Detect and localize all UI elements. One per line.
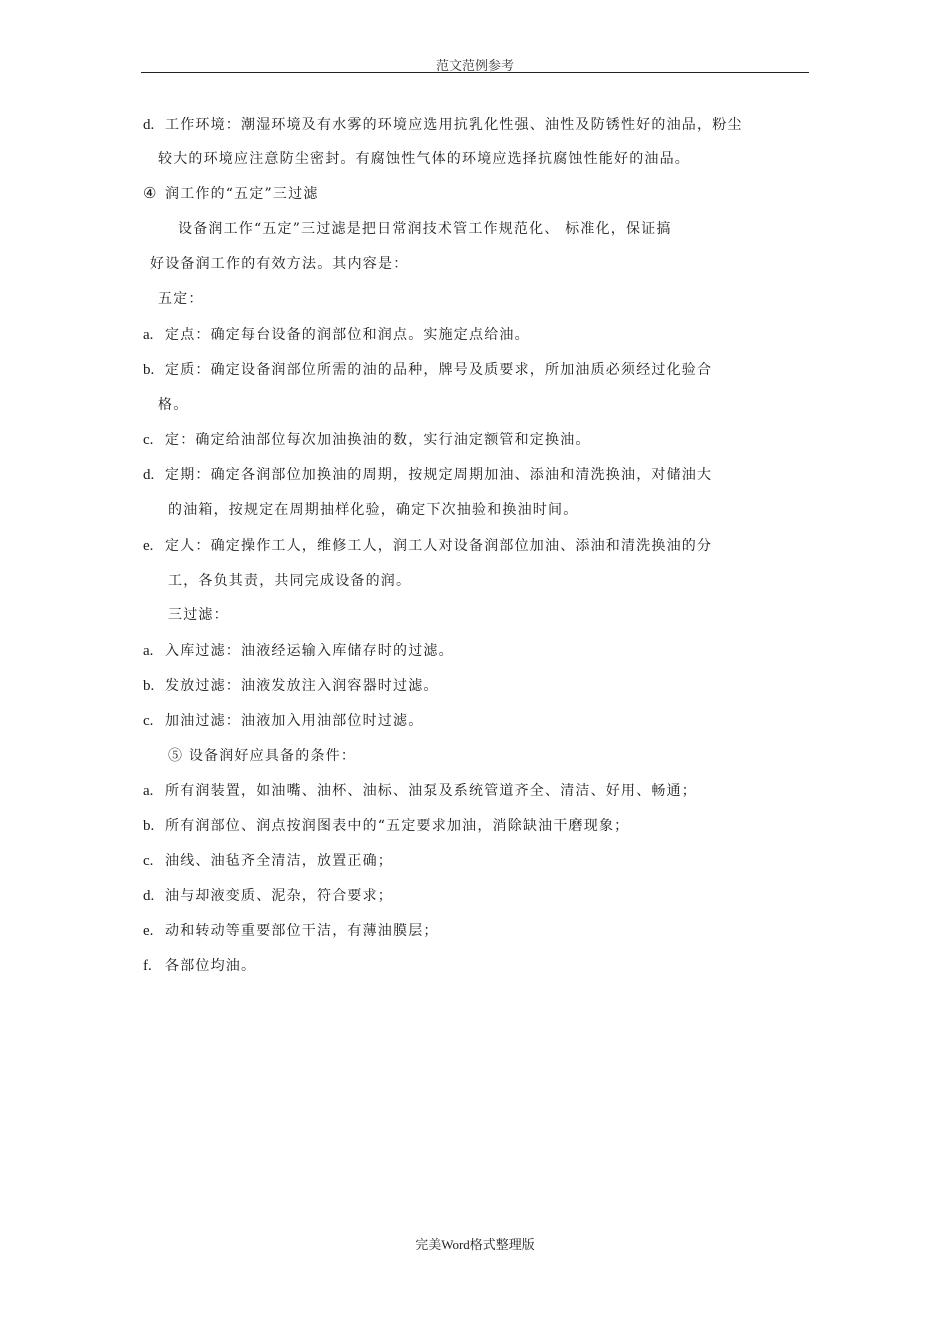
list-marker: d. [143, 117, 155, 133]
page-header: 范文范例参考 [435, 59, 514, 74]
line-text: 定点：确定每台设备的润部位和润点。实施定点给油。 [165, 327, 530, 343]
list-marker: b. [143, 362, 155, 378]
line-text: 好设备润工作的有效方法。其内容是： [150, 256, 409, 272]
line-text: 所有润装置，如油嘴、油杯、油标、油泵及系统管道齐全、清洁、好用、畅通； [165, 783, 697, 799]
text-line [158, 150, 690, 168]
line-text: 定期：确定各润部位加换油的周期，按规定周期加油、添油和清洗换油，对储油大 [165, 467, 713, 483]
list-marker: b. [143, 818, 155, 834]
list-marker: d. [143, 467, 155, 483]
text-line [143, 712, 423, 730]
line-text: 设备润工作“五定”三过滤是把日常润技术管工作规范化、 标准化，保证搞 [178, 221, 672, 237]
text-line [143, 782, 697, 800]
text-line [143, 361, 712, 379]
list-marker: c. [143, 432, 154, 448]
text-line [143, 431, 591, 449]
text-line [143, 922, 439, 940]
line-text: 工作环境：潮湿环境及有水雾的环境应选用抗乳化性强、油性及防锈性好的油品，粉尘 [165, 117, 743, 133]
line-text: 所有润部位、润点按润图表中的“五定要求加油，消除缺油干磨现象； [165, 818, 630, 834]
text-line [143, 116, 743, 134]
line-text: 油线、油毡齐全清洁，放置正确； [165, 853, 393, 869]
line-text: 发放过滤：油液发放注入润容器时过滤。 [165, 678, 439, 694]
page-footer: 完美Word格式整理版 [415, 1237, 535, 1252]
text-line [143, 642, 454, 660]
text-line [143, 677, 439, 695]
line-text: 三过滤： [168, 607, 229, 623]
line-text: 定：确定给油部位每次加油换油的数，实行油定额管和定换油。 [165, 432, 591, 448]
list-marker: e. [143, 923, 154, 939]
text-line [168, 501, 578, 519]
text-line [168, 747, 356, 765]
list-marker: d. [143, 888, 155, 904]
text-line [150, 255, 408, 273]
text-line [168, 606, 229, 624]
list-marker: c. [143, 853, 154, 869]
text-line [143, 852, 393, 870]
text-line [143, 957, 256, 975]
line-text: 各部位均油。 [165, 958, 257, 974]
list-marker: a. [143, 327, 154, 343]
text-line [158, 290, 204, 308]
list-marker: c. [143, 713, 154, 729]
line-text: 定人：确定操作工人，维修工人，润工人对设备润部位加油、添油和清洗换油的分 [165, 538, 713, 554]
line-text: 油与却液变质、泥杂，符合要求； [165, 888, 393, 904]
text-line [158, 396, 188, 414]
text-line [143, 887, 393, 905]
text-line [143, 326, 530, 344]
list-marker: a. [143, 783, 154, 799]
list-marker: ④ [143, 186, 157, 202]
list-marker: a. [143, 643, 154, 659]
list-marker: e. [143, 538, 154, 554]
line-text: 较大的环境应注意防尘密封。有腐蚀性气体的环境应选择抗腐蚀性能好的油品。 [158, 151, 690, 167]
text-line [168, 572, 411, 590]
line-text: 加油过滤：油液加入用油部位时过滤。 [165, 713, 424, 729]
text-line [143, 185, 319, 203]
line-text: 工，各负其责，共同完成设备的润。 [168, 573, 412, 589]
line-text: 定质：确定设备润部位所需的油的品种，牌号及质要求，所加油质必须经过化验合 [165, 362, 713, 378]
line-text: ⑤ 设备润好应具备的条件： [168, 748, 357, 764]
list-marker: f. [143, 958, 152, 974]
line-text: 入库过滤：油液经运输入库储存时的过滤。 [165, 643, 454, 659]
line-text: 格。 [158, 397, 189, 413]
text-line [178, 220, 672, 238]
line-text: 的油箱，按规定在周期抽样化验，确定下次抽验和换油时间。 [168, 502, 579, 518]
list-marker: b. [143, 678, 155, 694]
line-text: 五定： [158, 291, 204, 307]
line-text: 润工作的“五定”三过滤 [165, 186, 319, 202]
text-line [143, 817, 629, 835]
text-line [143, 466, 712, 484]
header-divider [141, 72, 809, 73]
line-text: 动和转动等重要部位干洁，有薄油膜层； [165, 923, 439, 939]
text-line [143, 537, 712, 555]
